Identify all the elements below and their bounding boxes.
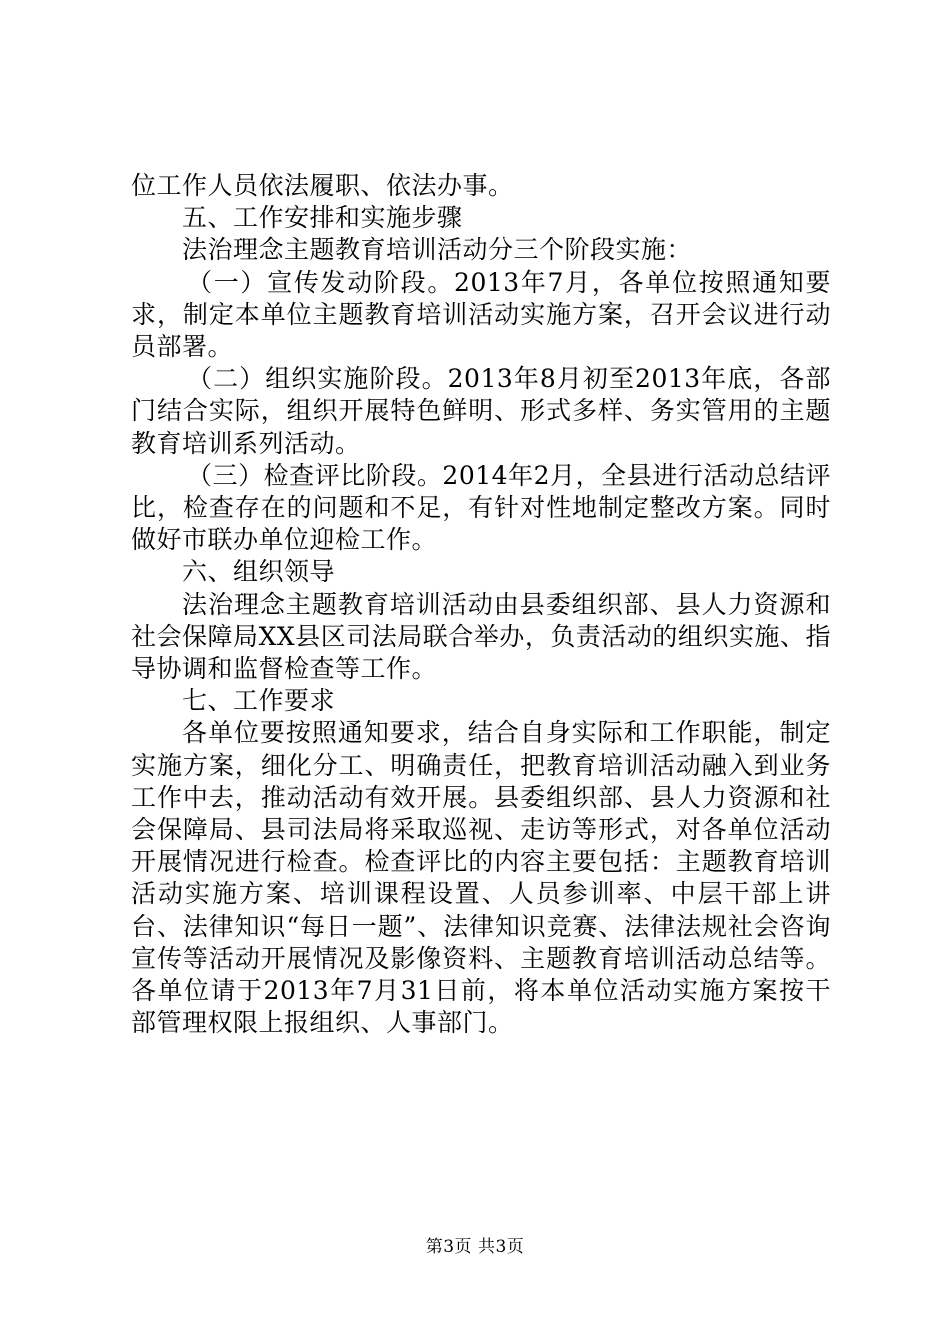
paragraph-phase-1: （一）宣传发动阶段。2013年7月，各单位按照通知要求，制定本单位主题教育培训活动实施方案，召开会议进行动员部署。: [131, 267, 831, 362]
paragraph-continuation: 位工作人员依法履职、依法办事。: [131, 171, 514, 200]
page-footer: 第3页 共3页: [425, 1237, 525, 1257]
document-body: [131, 170, 831, 1039]
paragraph-phase-3: （三）检查评比阶段。2014年2月，全县进行活动总结评比，检查存在的问题和不足，有针对性地制定整改方案。同时做好市联办单位迎检工作。: [131, 460, 831, 555]
section-heading-6: 六、组织领导: [182, 557, 336, 587]
paragraph-organization: 法治理念主题教育培训活动由县委组织部、县人力资源和社会保障局XX县区司法局联合举办，负责活动的组织实施、指导协调和监督检查等工作。: [131, 589, 831, 684]
paragraph-requirements: 各单位要按照通知要求，结合自身实际和工作职能，制定实施方案，细化分工、明确责任，把教育培训活动融入到业务工作中去，推动活动有效开展。县委组织部、县人力资源和社会保障局、县司法局将采取巡视、走访等形式，对各单位活动开展情况进行检查。检查评比的内容主要包括：主题教育培训活动实施方案、培训课程设置、人员参训率、中层干部上讲台、法律知识“每日一题”、法律知识竞赛、法律法规社会咨询宣传等活动开展情况及影像资料、主题教育培训活动总结等。各单位请于2013年7月31日前，将本单位活动实施方案按干部管理权限上报组织、人事部门。: [131, 718, 831, 1038]
section-heading-5: 五、工作安排和实施步骤: [182, 203, 463, 233]
paragraph-phase-2: （二）组织实施阶段。2013年8月初至2013年底，各部门结合实际，组织开展特色鲜明、形式多样、务实管用的主题教育培训系列活动。: [131, 364, 831, 458]
section-heading-7: 七、工作要求: [182, 686, 336, 716]
paragraph-phases-intro: 法治理念主题教育培训活动分三个阶段实施：: [182, 235, 693, 265]
